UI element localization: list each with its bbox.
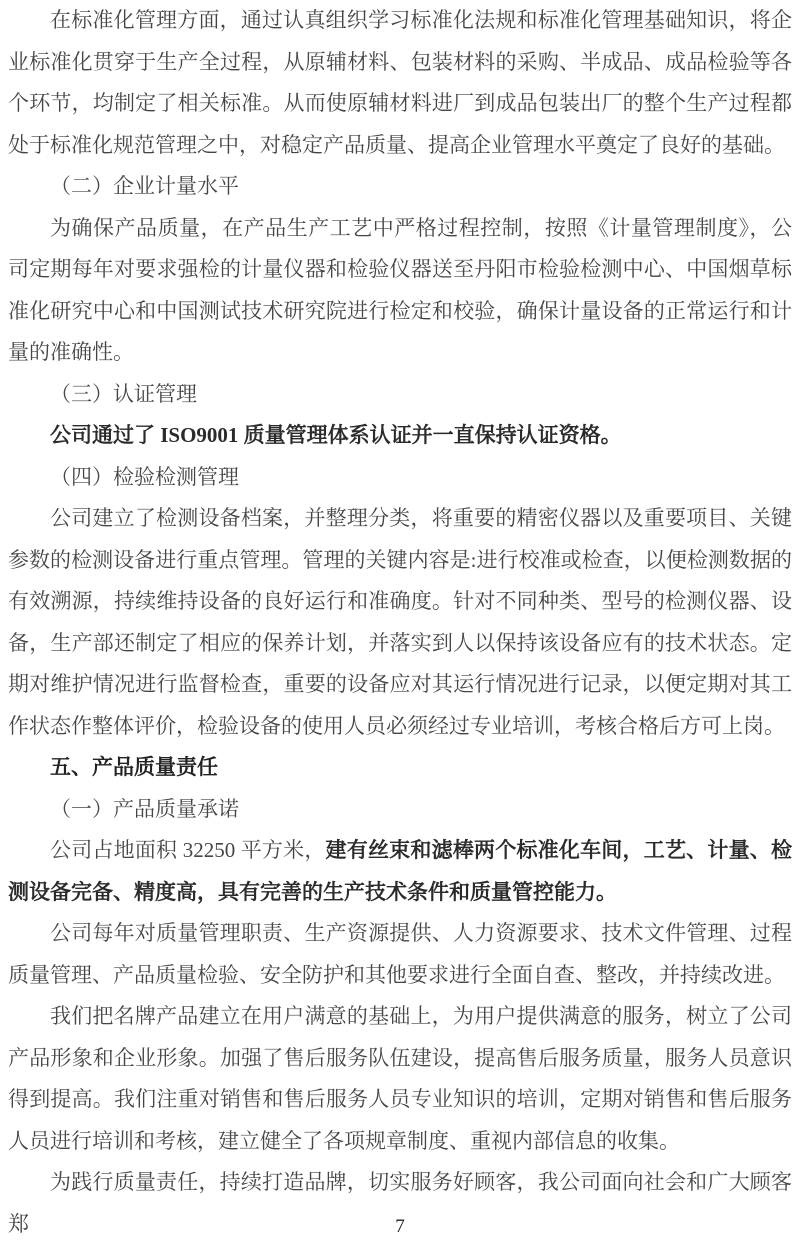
subheading-inspection-testing-management: （四）检验检测管理 bbox=[50, 464, 239, 489]
paragraph-iso9001-certification: 公司通过了 ISO9001 质量管理体系认证并一直保持认证资格。 bbox=[50, 423, 622, 447]
paragraph-metrology-control: 为确保产品质量，在产品生产工艺中严格过程控制，按照《计量管理制度》，公司定期每年对要求强检的计量仪器和检验仪器送至丹阳市检验检测中心、中国烟草标准化研究中心和中国测试技术研究院进行检定和校验，确保计量设备的正常运行和计量的准确性。 bbox=[8, 215, 792, 364]
paragraph-standardization-management: 在标准化管理方面，通过认真组织学习标准化法规和标准化管理基础知识，将企业标准化贯穿于生产全过程，从原辅材料、包装材料的采购、半成品、成品检验等各个环节，均制定了相关标准。从而使原辅材料进厂到成品包装出厂的整个生产过程都处于标准化规范管理之中，对稳定产品质量、提高企业管理水平奠定了良好的基础。 bbox=[8, 8, 792, 157]
paragraph-factory-area-lead: 公司占地面积 32250 平方米， bbox=[50, 838, 326, 862]
paragraph-factory-area bbox=[8, 830, 792, 913]
paragraph-customer-satisfaction-service: 我们把名牌产品建立在用户满意的基础上，为用户提供满意的服务，树立了公司产品形象和企业形象。加强了售后服务队伍建设，提高售后服务质量，服务人员意识得到提高。我们注重对销售和售后服务人员专业知识的培训，定期对销售和售后服务人员进行培训和考核，建立健全了各项规章制度、重视内部信息的收集。 bbox=[8, 1004, 792, 1153]
paragraph-factory-area-bold-emphasis: 建有丝束和滤棒两个标准化车间，工艺、计量、检测设备完备、精度高，具有完善的生产技术条件和质量管控能力。 bbox=[8, 838, 792, 904]
subheading-certification-management: （三）认证管理 bbox=[50, 381, 197, 406]
paragraph-testing-equipment-management: 公司建立了检测设备档案，并整理分类，将重要的精密仪器以及重要项目、关键参数的检测设备进行重点管理。管理的关键内容是:进行校准或检查，以便检测数据的有效溯源，持续维持设备的良好运行和准确度。针对不同种类、型号的检测仪器、设备，生产部还制定了相应的保养计划，并落实到人以保持该设备应有的技术状态。定期对维护情况进行监督检查，重要的设备应对其运行情况进行记录，以便定期对其工作状态作整体评价，检验设备的使用人员必须经过专业培训，考核合格后方可上岗。 bbox=[8, 506, 792, 738]
subheading-enterprise-metrology: （二）企业计量水平 bbox=[50, 174, 239, 198]
subheading-product-quality-commitment: （一）产品质量承诺 bbox=[50, 796, 239, 821]
page-number: 7 bbox=[395, 1216, 405, 1237]
paragraph-quality-responsibility-pledge: 为践行质量责任，持续打造品牌，切实服务好顾客，我公司面向社会和广大顾客郑 bbox=[8, 1170, 792, 1236]
heading-product-quality-responsibility: 五、产品质量责任 bbox=[50, 755, 218, 779]
paragraph-annual-self-inspection: 公司每年对质量管理职责、生产资源提供、人力资源要求、技术文件管理、过程质量管理、产品质量检验、安全防护和其他要求进行全面自查、整改，并持续改进。 bbox=[8, 921, 792, 987]
